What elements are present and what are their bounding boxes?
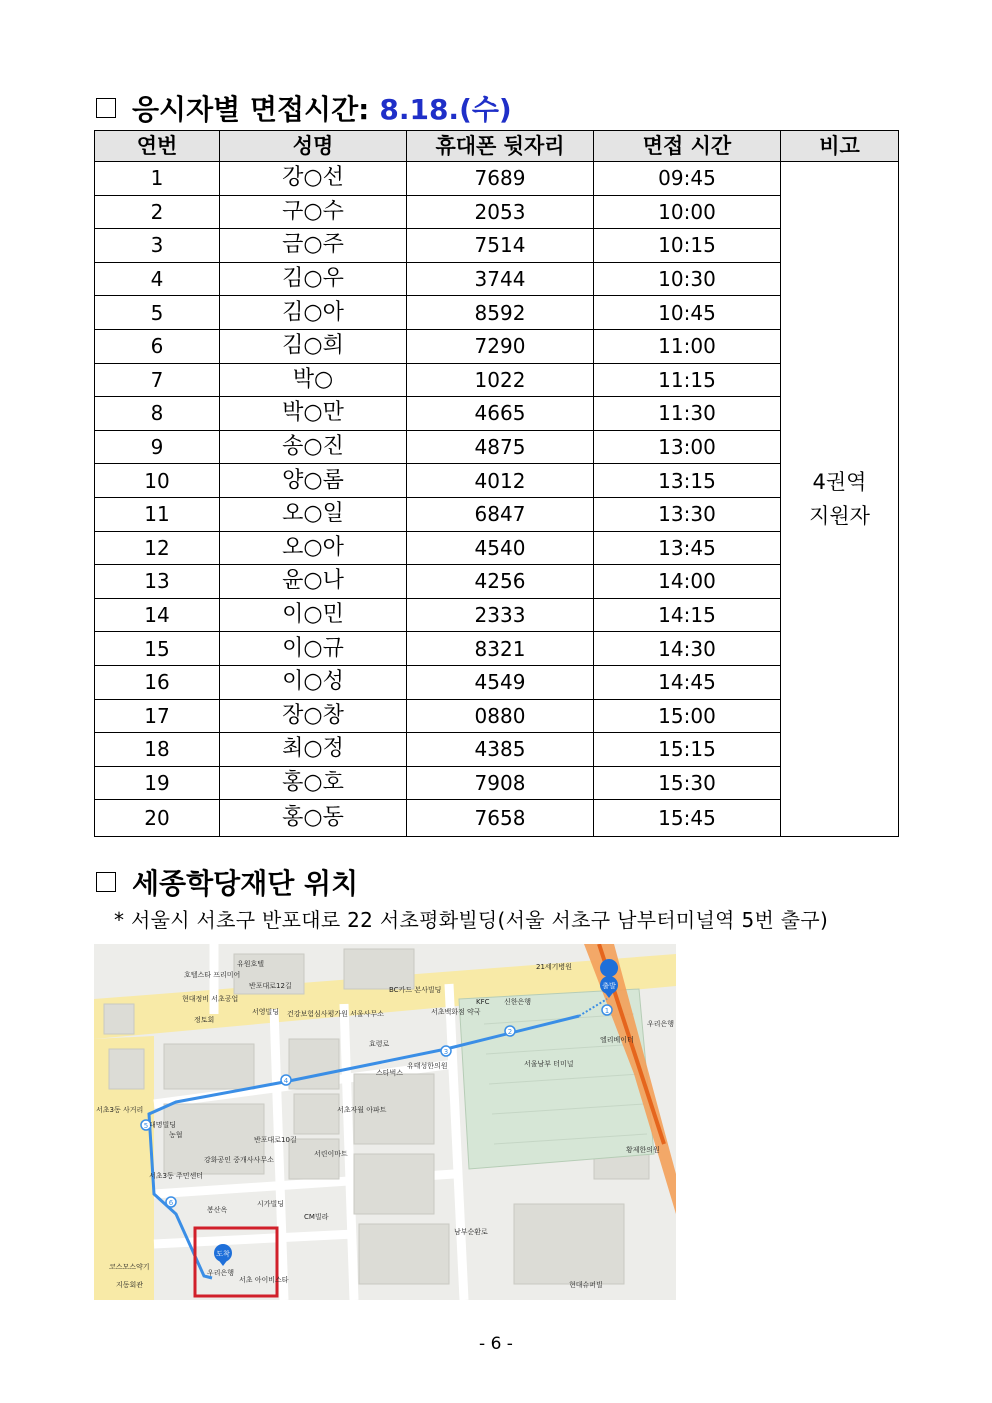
table-row [95,430,899,464]
cell-no: 5 [95,296,220,330]
label-hyundai-villa: 현대슈퍼빌 [569,1281,603,1289]
label-yutae: 유태성한의원 [407,1062,448,1070]
label-ibis: 서초 아이비스타 [239,1276,289,1284]
cell-no: 16 [95,665,220,699]
cell-time: 11:00 [594,329,781,363]
cell-time: 13:00 [594,430,781,464]
cell-no: 11 [95,497,220,531]
note-line-1: 4권역 [812,470,867,495]
cell-name: 박○ [220,363,407,397]
cell-time: 15:15 [594,733,781,767]
cell-name: 김○희 [220,329,407,363]
cell-no: 19 [95,766,220,800]
note-line-2: 지원자 [809,504,870,529]
cell-phone: 6847 [407,497,594,531]
table-row [95,699,899,733]
cell-phone: 8592 [407,296,594,330]
cell-name: 최○정 [220,733,407,767]
cell-phone: 0880 [407,699,594,733]
cell-no: 8 [95,397,220,431]
cell-time: 10:45 [594,296,781,330]
cell-name: 장○창 [220,699,407,733]
cell-phone: 7689 [407,162,594,196]
label-health: 건강보험심사평가원 서울사무소 [287,1010,384,1018]
label-woori: 우리은행 [207,1269,235,1277]
cell-name: 이○규 [220,632,407,666]
cell-phone: 7658 [407,800,594,837]
label-terminal: 서울남부 터미널 [524,1060,574,1068]
cell-no: 1 [95,162,220,196]
route-marker-6-label: 6 [168,1199,174,1207]
table-row [95,363,899,397]
cell-name: 홍○호 [220,766,407,800]
cell-no: 17 [95,699,220,733]
cell-no: 7 [95,363,220,397]
cell-time: 13:30 [594,497,781,531]
cell-phone: 2333 [407,598,594,632]
cell-name: 김○우 [220,262,407,296]
cell-name: 윤○나 [220,565,407,599]
cell-no: 9 [95,430,220,464]
label-seoyoung: 서영빌딩 [252,1008,280,1016]
table-row [95,464,899,498]
cell-name: 강○선 [220,162,407,196]
table-row [95,733,899,767]
cell-no: 12 [95,531,220,565]
cell-no: 10 [95,464,220,498]
cell-phone: 7908 [407,766,594,800]
section-heading-schedule [96,88,512,128]
location-map [94,944,676,1300]
cell-time: 13:45 [594,531,781,565]
label-hotel-star: 호텔스타 프리미어 [184,971,241,979]
table-row [95,296,899,330]
label-cm: CM빌라 [304,1213,329,1221]
cell-name: 금○주 [220,229,407,263]
label-daemyung: 대명빌딩 [149,1121,177,1129]
label-seocho3: 서초3동 주민센터 [149,1172,204,1180]
table-row [95,229,899,263]
table-row [95,665,899,699]
table-row [95,162,899,196]
cell-no: 3 [95,229,220,263]
route-marker-2-label: 2 [507,1028,513,1036]
cell-time: 14:00 [594,565,781,599]
table-row [95,531,899,565]
cell-time: 11:15 [594,363,781,397]
cell-phone: 8321 [407,632,594,666]
cell-name: 김○아 [220,296,407,330]
label-woori-right: 우리은행 [647,1020,675,1028]
label-banpo12: 반포대로12길 [249,982,292,990]
cell-no: 15 [95,632,220,666]
table-row [95,800,899,837]
cell-no: 4 [95,262,220,296]
section-heading-location [96,862,358,902]
route-marker-1-label: 1 [604,1007,610,1015]
cell-phone: 7290 [407,329,594,363]
label-seocho-pharm: 서초백화점 약국 [431,1008,481,1016]
cell-name: 양○롬 [220,464,407,498]
label-seocho-apt: 서초자월 아파트 [337,1106,387,1114]
cell-time: 15:30 [594,766,781,800]
table-row [95,329,899,363]
table-row [95,262,899,296]
cell-time: 09:45 [594,162,781,196]
cell-time: 10:30 [594,262,781,296]
label-gangwha: 강화공인 중개사사무소 [204,1156,274,1164]
cell-phone: 4012 [407,464,594,498]
cell-time: 14:30 [594,632,781,666]
address-text: * 서울시 서초구 반포대로 22 서초평화빌딩(서울 서초구 남부터미널역 5번 출구) [114,908,829,932]
label-seoin: 서린이마트 [314,1150,348,1158]
table-row [95,598,899,632]
cell-no: 2 [95,195,220,229]
route-marker-5-label: 5 [143,1122,149,1130]
cell-phone: 4665 [407,397,594,431]
label-jaedong: 지동회관 [116,1281,144,1289]
cell-phone: 2053 [407,195,594,229]
cell-phone: 4385 [407,733,594,767]
cell-name: 송○진 [220,430,407,464]
header-name: 성명 [220,131,407,162]
label-banpo10: 반포대로10길 [254,1136,297,1144]
cell-phone: 4540 [407,531,594,565]
label-hyundai: 현대정비 서초공업 [182,995,239,1003]
table-row [95,397,899,431]
route-marker-3-label: 3 [443,1048,449,1056]
label-shinhan: 신한은행 [504,998,532,1006]
cell-phone: 7514 [407,229,594,263]
label-nambu-rd: 남부순환로 [454,1228,488,1236]
cell-phone: 1022 [407,363,594,397]
map-svg [94,944,676,1300]
cell-name: 오○아 [220,531,407,565]
label-cosmos: 코스모스약기 [109,1263,150,1271]
cell-time: 11:30 [594,397,781,431]
schedule-title: 응시자별 면접시간: [132,93,370,126]
label-hwangje: 황제한의원 [626,1146,660,1154]
label-hospital21: 21세기병원 [536,963,572,971]
page-number: - 6 - [479,1334,513,1354]
label-seocho3-cross: 서초3동 사거리 [96,1106,144,1114]
table-row [95,565,899,599]
cell-time: 13:15 [594,464,781,498]
location-title: 세종학당재단 위치 [132,867,359,900]
table-row [95,195,899,229]
cell-note [781,162,899,837]
cell-phone: 3744 [407,262,594,296]
label-yuwon-hotel: 유원호텔 [237,960,265,968]
cell-name: 홍○동 [220,800,407,837]
label-kfc: KFC [476,998,490,1006]
label-elliot: 엘리베이터 [600,1036,634,1044]
cell-name: 구○수 [220,195,407,229]
start-pin-label: 출발 [602,982,616,990]
cell-time: 10:15 [594,229,781,263]
cell-time: 15:00 [594,699,781,733]
label-hyoryeong: 효령로 [369,1040,390,1048]
schedule-date: 8.18.(수) [379,93,512,126]
cell-no: 6 [95,329,220,363]
cell-name: 박○만 [220,397,407,431]
cell-no: 13 [95,565,220,599]
cell-phone: 4256 [407,565,594,599]
cell-time: 14:45 [594,665,781,699]
cell-time: 14:15 [594,598,781,632]
cell-no: 14 [95,598,220,632]
header-no: 연번 [95,131,220,162]
label-nonghyup: 농협 [169,1131,183,1139]
cell-name: 이○성 [220,665,407,699]
cell-phone: 4549 [407,665,594,699]
cell-phone: 4875 [407,430,594,464]
checkbox-square-icon [96,872,116,892]
table-row [95,766,899,800]
label-sigabuilding: 시가빌딩 [257,1200,285,1208]
destination-pin-label: 도착 [216,1250,230,1258]
cell-name: 오○일 [220,497,407,531]
cell-no: 18 [95,733,220,767]
label-bc: BC카드 본사빌딩 [389,986,442,994]
table-row [95,632,899,666]
table-header-row [95,131,899,162]
header-time: 면접 시간 [594,131,781,162]
cell-name: 이○민 [220,598,407,632]
label-starbucks: 스타벅스 [376,1069,404,1077]
interview-schedule-table [94,130,899,837]
label-jeongdo: 정토회 [194,1016,215,1024]
checkbox-square-icon [96,98,116,118]
cell-time: 10:00 [594,195,781,229]
header-phone: 휴대폰 뒷자리 [407,131,594,162]
cell-time: 15:45 [594,800,781,837]
cell-no: 20 [95,800,220,837]
table-row [95,497,899,531]
header-note: 비고 [781,131,899,162]
label-bongsanok: 봉산옥 [207,1206,228,1214]
route-marker-4-label: 4 [283,1077,289,1085]
